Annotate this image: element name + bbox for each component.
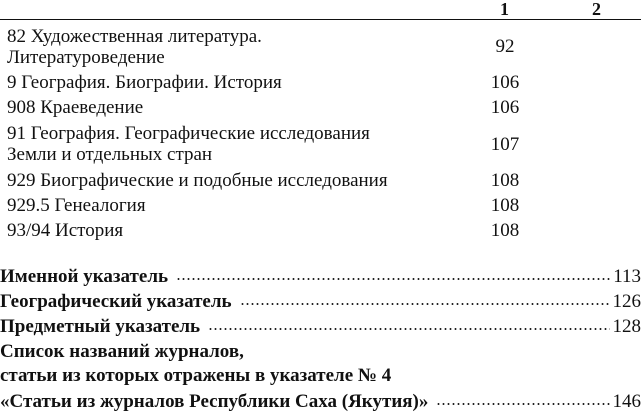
row-93-94-label: 93/94 История — [7, 220, 124, 241]
header-rule — [0, 19, 641, 20]
row-929-5-page: 108 — [490, 195, 520, 216]
row-929-page: 108 — [490, 170, 520, 191]
row-82-page: 92 — [495, 36, 515, 57]
dot-leader — [176, 277, 610, 281]
row-908-label: 908 Краеведение — [7, 97, 144, 118]
dot-leader — [240, 302, 610, 306]
dot-leader — [208, 327, 609, 331]
dot-leader — [436, 402, 609, 406]
row-91-page: 107 — [490, 134, 520, 155]
index-label: «Статьи из журналов Республики Саха (Якутия)» — [0, 391, 429, 412]
row-9-page: 106 — [490, 72, 520, 93]
row-82-line1: 82 Художественная литература. — [7, 26, 262, 47]
row-9-label: 9 География. Биографии. История — [7, 72, 282, 93]
index-page: 126 — [612, 291, 641, 312]
journals-list-line1: Список названий журналов, — [0, 341, 244, 362]
index-label: Именной указатель — [0, 266, 169, 287]
index-label: Географический указатель — [0, 291, 232, 312]
journals-list-line2: статьи из которых отражены в указателе № 4 — [0, 365, 392, 386]
index-page: 128 — [612, 316, 641, 337]
row-91-line2: Земли и отдельных стран — [7, 144, 213, 165]
index-entry-names[interactable] — [0, 262, 641, 288]
row-93-94-page: 108 — [490, 220, 520, 241]
column-header-1: 1 — [500, 0, 509, 19]
row-929-label: 929 Биографические и подобные исследования — [7, 170, 388, 191]
index-page: 113 — [613, 266, 641, 287]
index-entry-subject[interactable] — [0, 312, 641, 338]
index-label: Предметный указатель — [0, 316, 201, 337]
row-91-line1: 91 География. Географические исследования — [7, 123, 370, 144]
row-908-page: 106 — [490, 97, 520, 118]
row-929-5-label: 929.5 Генеалогия — [7, 195, 146, 216]
index-entry-sakha-journals[interactable] — [0, 387, 641, 413]
row-82-line2: Литературоведение — [7, 47, 165, 68]
column-header-2: 2 — [592, 0, 601, 19]
index-entry-geographic[interactable] — [0, 287, 641, 313]
index-page: 146 — [612, 391, 641, 412]
